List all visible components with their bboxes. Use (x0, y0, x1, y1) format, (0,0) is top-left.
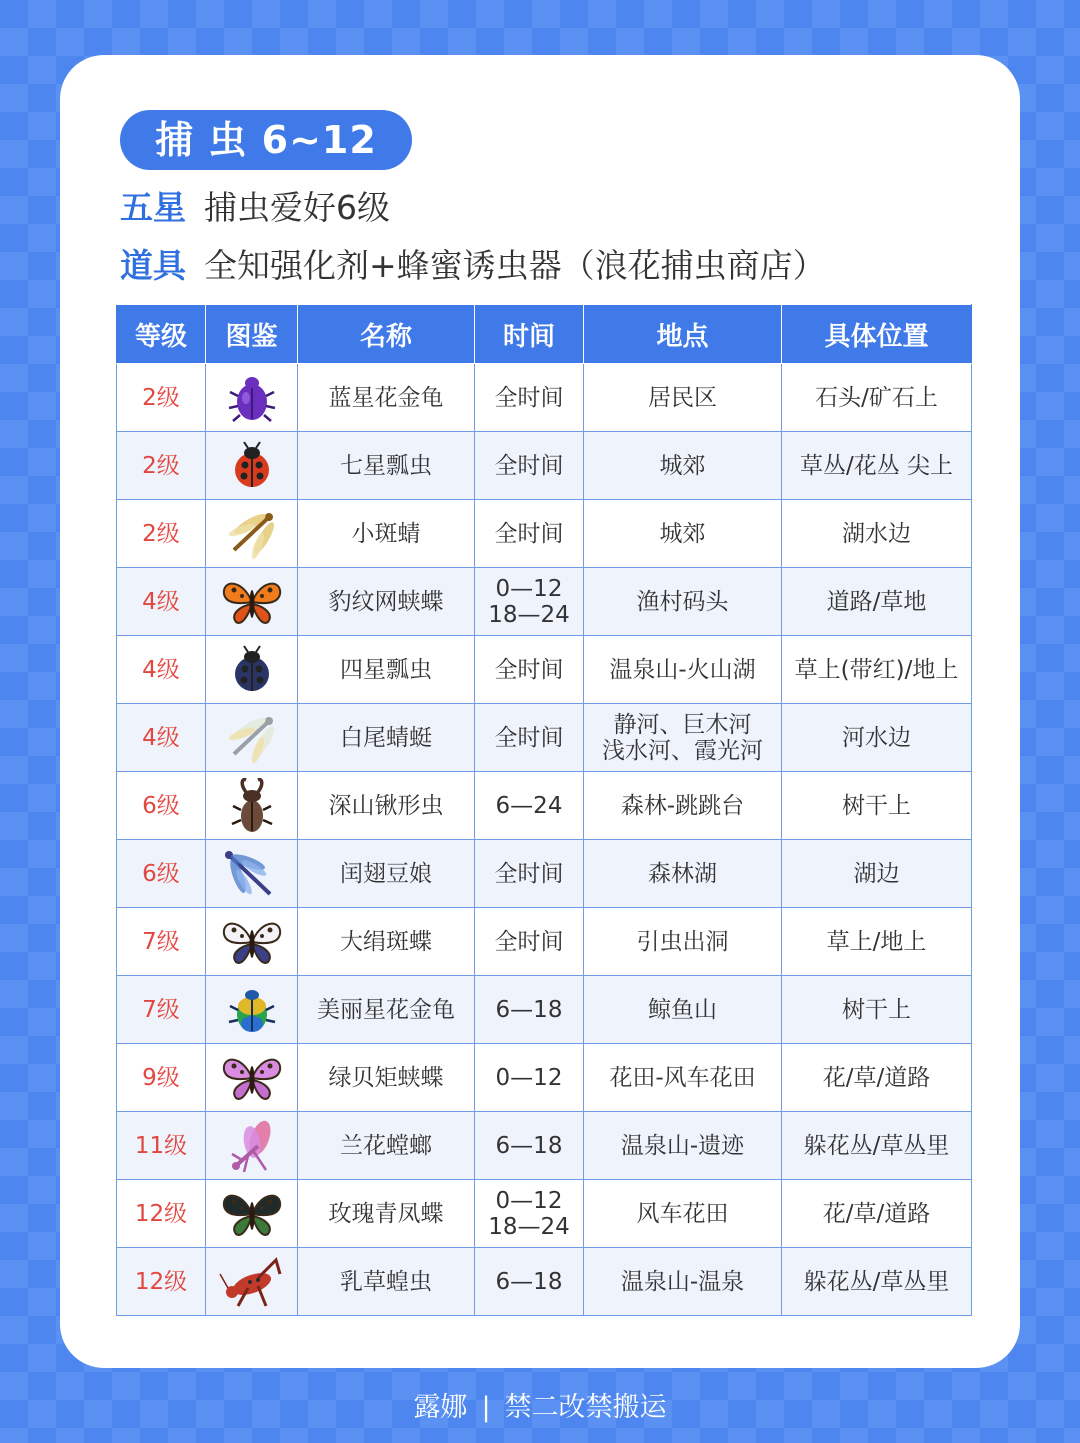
position-cell: 草丛/花丛 尖上 (782, 432, 972, 500)
butterfly-icon (206, 1180, 298, 1248)
place-line: 鲸鱼山 (648, 996, 717, 1023)
time-line: 6—18 (495, 1132, 563, 1159)
time-cell (475, 432, 584, 500)
damselfly-icon (206, 840, 298, 908)
place-cell (584, 704, 782, 772)
name-cell: 大绢斑蝶 (298, 908, 475, 976)
ladybug-icon (206, 432, 298, 500)
bug-table (116, 304, 972, 1316)
level-cell: 6级 (117, 840, 206, 908)
column-header-place: 地点 (584, 305, 782, 364)
column-header-time: 时间 (475, 305, 584, 364)
position-cell: 石头/矿石上 (782, 364, 972, 432)
time-cell (475, 704, 584, 772)
place-cell (584, 908, 782, 976)
time-cell (475, 1180, 584, 1248)
time-line: 全时间 (494, 520, 564, 547)
place-line: 花田-风车花田 (609, 1064, 756, 1091)
level-cell: 2级 (117, 364, 206, 432)
place-cell (584, 976, 782, 1044)
ladybug-icon (206, 636, 298, 704)
time-line: 全时间 (494, 860, 564, 887)
place-line: 风车花田 (636, 1200, 729, 1227)
place-line: 森林湖 (648, 860, 717, 887)
requirement-value: 捕虫爱好6级 (204, 188, 390, 227)
grasshopper-icon (206, 1248, 298, 1316)
column-header-level: 等级 (117, 305, 206, 364)
level-cell: 6级 (117, 772, 206, 840)
place-cell (584, 1180, 782, 1248)
column-header-position: 具体位置 (782, 305, 972, 364)
time-cell (475, 840, 584, 908)
time-line: 全时间 (494, 656, 564, 683)
table-row (117, 364, 972, 432)
place-cell (584, 636, 782, 704)
level-cell: 11级 (117, 1112, 206, 1180)
time-cell (475, 364, 584, 432)
time-line: 6—18 (495, 996, 563, 1023)
place-line: 渔村码头 (636, 588, 729, 615)
position-cell: 花/草/道路 (782, 1044, 972, 1112)
place-cell (584, 772, 782, 840)
name-cell: 乳草蝗虫 (298, 1248, 475, 1316)
table-header-row (117, 305, 972, 364)
position-cell: 道路/草地 (782, 568, 972, 636)
footer-note: 禁二改禁搬运 (504, 1392, 667, 1423)
name-cell: 兰花螳螂 (298, 1112, 475, 1180)
name-cell: 豹纹网蛱蝶 (298, 568, 475, 636)
position-cell: 树干上 (782, 772, 972, 840)
dragonfly-icon (206, 500, 298, 568)
level-cell: 4级 (117, 568, 206, 636)
name-cell: 白尾蜻蜓 (298, 704, 475, 772)
name-cell: 绿贝矩蛱蝶 (298, 1044, 475, 1112)
table-row (117, 1180, 972, 1248)
time-line: 0—12 (495, 1187, 563, 1214)
level-cell: 9级 (117, 1044, 206, 1112)
table-row (117, 432, 972, 500)
time-cell (475, 1248, 584, 1316)
time-cell (475, 1044, 584, 1112)
purple-beetle-icon (206, 364, 298, 432)
time-cell (475, 568, 584, 636)
level-cell: 7级 (117, 976, 206, 1044)
place-cell (584, 500, 782, 568)
place-line: 城郊 (659, 452, 706, 479)
requirement-line (120, 188, 390, 228)
place-line: 森林-跳跳台 (620, 792, 745, 819)
table-row (117, 1112, 972, 1180)
time-line: 6—24 (495, 792, 563, 819)
table-row (117, 568, 972, 636)
time-line: 全时间 (494, 928, 564, 955)
level-cell: 12级 (117, 1248, 206, 1316)
name-cell: 小斑蜻 (298, 500, 475, 568)
time-cell (475, 1112, 584, 1180)
column-header-icon: 图鉴 (206, 305, 298, 364)
time-line: 全时间 (494, 384, 564, 411)
table-row (117, 1044, 972, 1112)
footer-separator: | (481, 1392, 491, 1423)
mantis-icon (206, 1112, 298, 1180)
position-cell: 湖边 (782, 840, 972, 908)
table-row (117, 976, 972, 1044)
time-line: 18—24 (488, 601, 570, 628)
time-line: 6—18 (495, 1268, 563, 1295)
table-row (117, 500, 972, 568)
table-row (117, 1248, 972, 1316)
level-cell: 12级 (117, 1180, 206, 1248)
column-header-name: 名称 (298, 305, 475, 364)
table-row (117, 704, 972, 772)
level-cell: 7级 (117, 908, 206, 976)
name-cell: 蓝星花金龟 (298, 364, 475, 432)
time-line: 0—12 (495, 575, 563, 602)
table-row (117, 840, 972, 908)
time-line: 全时间 (494, 452, 564, 479)
item-value: 全知强化剂+蜂蜜诱虫器（浪花捕虫商店） (204, 246, 826, 285)
dragonfly-icon (206, 704, 298, 772)
time-line: 全时间 (494, 724, 564, 751)
position-cell: 躲花丛/草丛里 (782, 1112, 972, 1180)
place-line: 温泉山-遗迹 (620, 1132, 745, 1159)
time-line: 0—12 (495, 1064, 563, 1091)
position-cell: 草上(带红)/地上 (782, 636, 972, 704)
level-cell: 2级 (117, 432, 206, 500)
place-line: 浅水河、霞光河 (602, 737, 763, 764)
name-cell: 七星瓢虫 (298, 432, 475, 500)
footer-credit (0, 1388, 1080, 1428)
item-line (120, 246, 826, 286)
page-title: 捕 虫 6~12 (120, 110, 412, 170)
table-row (117, 772, 972, 840)
time-cell (475, 976, 584, 1044)
place-cell (584, 1044, 782, 1112)
name-cell: 美丽星花金龟 (298, 976, 475, 1044)
table-row (117, 636, 972, 704)
position-cell: 躲花丛/草丛里 (782, 1248, 972, 1316)
place-line: 城郊 (659, 520, 706, 547)
butterfly-icon (206, 908, 298, 976)
position-cell: 河水边 (782, 704, 972, 772)
place-cell (584, 432, 782, 500)
time-cell (475, 908, 584, 976)
position-cell: 湖水边 (782, 500, 972, 568)
name-cell: 四星瓢虫 (298, 636, 475, 704)
name-cell: 玫瑰青凤蝶 (298, 1180, 475, 1248)
name-cell: 闰翅豆娘 (298, 840, 475, 908)
place-line: 静河、巨木河 (613, 711, 752, 738)
stag-beetle-icon (206, 772, 298, 840)
time-cell (475, 772, 584, 840)
position-cell: 花/草/道路 (782, 1180, 972, 1248)
butterfly-icon (206, 1044, 298, 1112)
level-cell: 4级 (117, 636, 206, 704)
table-row (117, 908, 972, 976)
item-label: 道具 (120, 246, 186, 285)
place-line: 温泉山-温泉 (620, 1268, 745, 1295)
butterfly-icon (206, 568, 298, 636)
level-cell: 2级 (117, 500, 206, 568)
place-cell (584, 1112, 782, 1180)
place-line: 引虫出洞 (636, 928, 729, 955)
position-cell: 草上/地上 (782, 908, 972, 976)
place-cell (584, 364, 782, 432)
place-cell (584, 568, 782, 636)
footer-author: 露娜 (413, 1392, 468, 1423)
time-cell (475, 500, 584, 568)
time-cell (475, 636, 584, 704)
place-line: 温泉山-火山湖 (609, 656, 756, 683)
place-cell (584, 1248, 782, 1316)
time-line: 18—24 (488, 1213, 570, 1240)
requirement-label: 五星 (120, 188, 186, 227)
place-cell (584, 840, 782, 908)
name-cell: 深山锹形虫 (298, 772, 475, 840)
rainbow-beetle-icon (206, 976, 298, 1044)
place-line: 居民区 (648, 384, 717, 411)
level-cell: 4级 (117, 704, 206, 772)
position-cell: 树干上 (782, 976, 972, 1044)
